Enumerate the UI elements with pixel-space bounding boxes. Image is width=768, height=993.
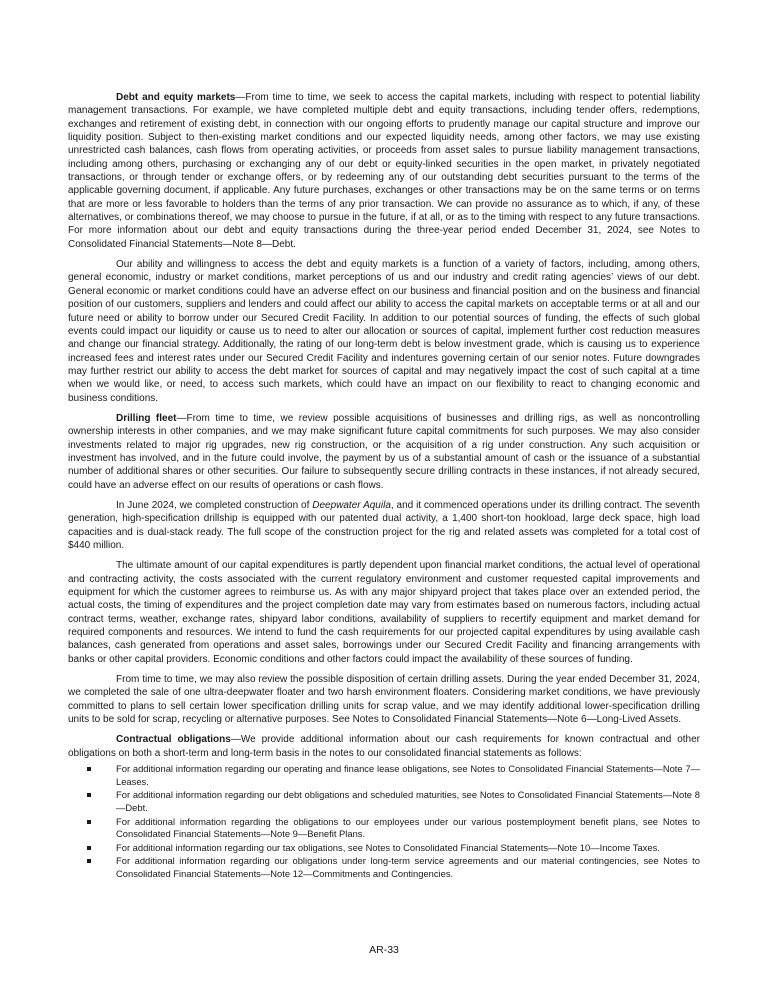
paragraph-capital-expenditures: The ultimate amount of our capital expenditures is partly dependent upon financial market conditions, the actual level of operational and contracting activity, the costs associated with the current regulatory environment and customer requested capital improvements and equipment for which the customer agrees to reimburse us. As with any major shipyard project that takes place over an extended period, the actual costs, the timing of expenditures and the project completion date may vary from estimates based on numerous factors, including actual contract terms, weather, exchange rates, shipyard labor conditions, availability of suppliers to recertify equipment and market demand for required components and resources. We intend to fund the cash requirements for our projected capital expenditures by using available cash balances, cash generated from operations and asset sales, borrowings under our Secured Credit Facility and financing arrangements with banks or other capital providers. Economic conditions and other factors could impact the availability of these sources of funding. (68, 560, 700, 665)
bullet-icon (87, 859, 91, 863)
obligations-list (68, 763, 700, 880)
list-item: For additional information regarding our tax obligations, see Notes to Consolidated Financial Statements—Note 10—Income Taxes. (68, 842, 700, 855)
section-heading: Debt and equity markets (116, 92, 236, 103)
paragraph-market-access: Our ability and willingness to access the debt and equity markets is a function of a variety of factors, including, among others, general economic, industry or market conditions, market perceptions of us and our industry and credit rating agencies’ views of our debt. General economic or market conditions could have an adverse effect on our business and financial position and on the business and financial position of our customers, suppliers and lenders and could affect our ability to access the capital markets on acceptable terms or at all and our future need or ability to borrow under our Secured Credit Facility. In addition to our potential sources of funding, the effects of such global events could impact our liquidity or cause us to need to alter our allocation or sources of capital, implement further cost reduction measures and change our financial strategy. Additionally, the rating of our long-term debt is below investment grade, which is causing us to experience increased fees and interest rates under our Secured Credit Facility and indentures governing certain of our senior notes. Future downgrades may further restrict our ability to access the debt market for sources of capital and may negatively impact the cost of such capital at a time when we would like, or need, to access such markets, which could have an impact on our flexibility to react to changing economic and business conditions. (68, 259, 700, 404)
page-number: AR-33 (369, 944, 399, 956)
paragraph-contractual-obligations: Contractual obligations—We provide additional information about our cash requirements for known contractual and other obligations on both a short-term and long-term basis in the notes to our consolidated financial statements as follows: (68, 734, 701, 759)
list-item: For additional information regarding the obligations to our employees under our various postemployment benefit plans, see Notes to Consolidated Financial Statements—Note 9—Benefit Plans. (68, 816, 700, 841)
bullet-icon (87, 846, 91, 850)
list-item: For additional information regarding our debt obligations and scheduled maturities, see Notes to Consolidated Financial Statements—Note 8—Debt. (68, 789, 700, 814)
bullet-icon (87, 820, 91, 824)
list-item: For additional information regarding our operating and finance lease obligations, see Notes to Consolidated Financial Statements—Note 7—Leases. (68, 763, 700, 788)
paragraph-deepwater-aquila: In June 2024, we completed construction of Deepwater Aquila, and it commenced operations under its drilling contract. The seventh generation, high-specification drillship is equipped with our patented dual activity, a 1,400 short-ton hookload, large deck space, high load capacities and is dual-stack ready. The full scope of the construction project for the rig and related assets was completed for a total cost of $440 million. (68, 499, 700, 551)
rig-name: Deepwater Aquila (312, 499, 391, 511)
document-body (68, 91, 700, 882)
section-heading: Drilling fleet (116, 412, 177, 424)
paragraph-drilling-fleet: Drilling fleet—From time to time, we review possible acquisitions of businesses and drilling rigs, as well as noncontrolling ownership interests in other companies, and we may make significant future capital commitments for such purposes. We may also consider investments related to major rig upgrades, new rig construction, or the acquisition of a rig under construction. Any such acquisition or investment has involved, and in the future could involve, the payment by us of a substantial amount of cash or the issuance of a substantial number of additional shares or other securities. Our failure to subsequently secure drilling contracts in these instances, if not already secured, could have an adverse effect on our results of operations or cash flows. (68, 412, 700, 491)
section-heading: Contractual obligations (116, 734, 231, 746)
list-item: For additional information regarding our obligations under long-term service agreements and our material contingencies, see Notes to Consolidated Financial Statements—Note 12—Commitments and Contingencies. (68, 855, 700, 880)
bullet-icon (87, 767, 91, 771)
paragraph-debt-equity-markets: Debt and equity markets—From time to time, we seek to access the capital markets, including with respect to potential liability management transactions. For example, we have completed multiple debt and equity transactions, including tender offers, redemptions, exchanges and retirement of existing debt, in connection with our ongoing efforts to prudently manage our capital structure and improve our liquidity position. Subject to then-existing market conditions and our expected liquidity needs, among other factors, we may use existing unrestricted cash balances, cash flows from operating activities, or proceeds from asset sales to pursue liability management transactions, including among others, purchasing or exchanging any of our debt or equity-linked securities in the open market, in privately negotiated transactions, or through tender or exchange offers, or by redeeming any of our outstanding debt securities pursuant to the terms of the applicable governing document, if applicable. Any future purchases, exchanges or other transactions may be on the same terms or on terms that are more or less favorable to holders than the terms of any prior transaction. We can provide no assurance as to which, if any, of these alternatives, or combinations thereof, we may choose to pursue in the future, if at all, or as to the timing with respect to any future transactions. For more information about our debt and equity transactions during the three-year period ended December 31, 2024, see Notes to Consolidated Financial Statements—Note 8—Debt. (68, 92, 700, 250)
bullet-icon (87, 793, 91, 797)
paragraph-asset-disposition: From time to time, we may also review the possible disposition of certain drilling assets. During the year ended December 31, 2024, we completed the sale of one ultra-deepwater floater and two harsh environment floaters. Considering market conditions, we have previously committed to plans to sell certain lower specification drilling units for scrap value, and we may identify additional lower-specification drilling units to be sold for scrap, recycling or alternative purposes. See Notes to Consolidated Financial Statements—Note 6—Long-Lived Assets. (68, 674, 700, 726)
